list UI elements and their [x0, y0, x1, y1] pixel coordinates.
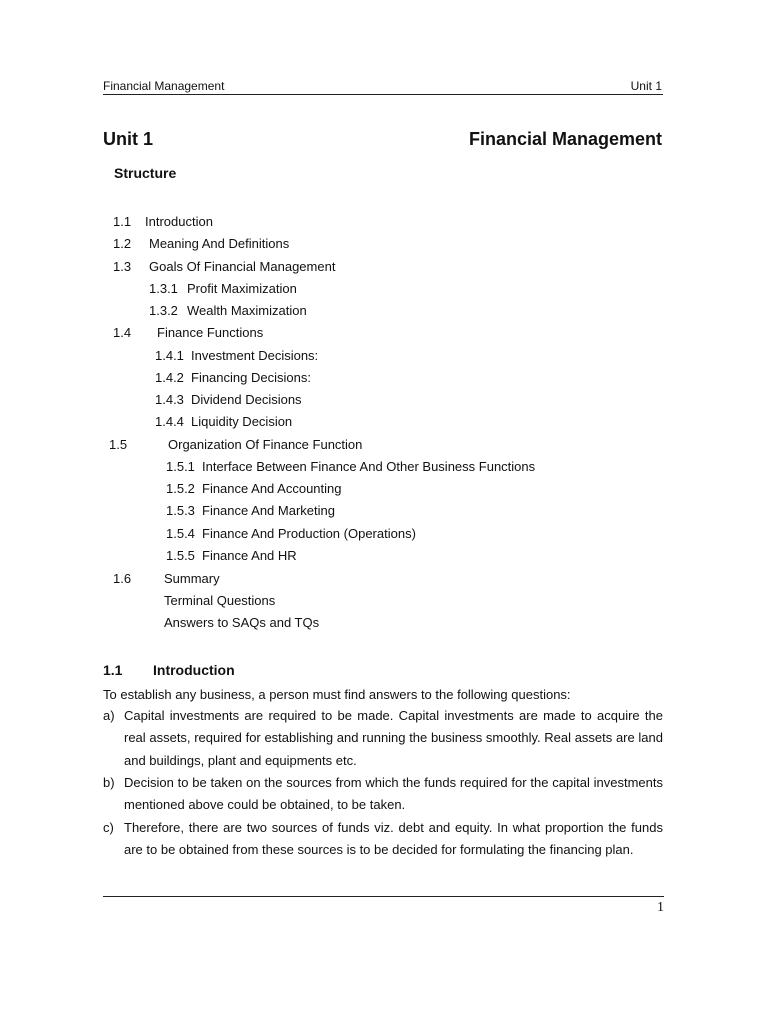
- unit-name: Financial Management: [468, 129, 662, 149]
- list-marker: c): [103, 820, 114, 835]
- toc-number: 1.4.3: [155, 392, 184, 407]
- toc-text: Finance And HR: [202, 548, 297, 563]
- intro-paragraph: To establish any business, a person must find answers to the following questions:: [103, 687, 571, 702]
- toc-text: Profit Maximization: [187, 281, 297, 296]
- toc-text: Finance And Marketing: [202, 503, 335, 518]
- toc-number: 1.3.2: [149, 303, 178, 318]
- toc-number: 1.5.4: [166, 526, 195, 541]
- toc-text: Goals Of Financial Management: [149, 259, 336, 274]
- toc-number: 1.4.2: [155, 370, 184, 385]
- page-number: 1: [657, 900, 664, 915]
- toc-number: 1.2: [113, 236, 132, 251]
- toc-text: Financing Decisions:: [191, 370, 311, 385]
- toc-text: Finance And Accounting: [202, 481, 342, 496]
- toc-number: 1.5: [109, 437, 128, 452]
- unit-number: Unit 1: [103, 129, 154, 149]
- toc-text: Summary: [164, 571, 220, 586]
- list-text: Capital investments are required to be made. Capital investments are made to acquire the real assets, required for establishing and running the business smoothly. Real assets are land and buildings, plant and equipments etc.: [124, 708, 663, 768]
- toc-text: Liquidity Decision: [191, 414, 293, 429]
- toc-text: Organization Of Finance Function: [168, 437, 363, 452]
- header-unit-label: Unit 1: [630, 79, 662, 93]
- toc-number: 1.3.1: [149, 281, 178, 296]
- toc-number: 1.3: [113, 259, 132, 274]
- toc-text: Meaning And Definitions: [149, 236, 290, 251]
- toc-text: Terminal Questions: [164, 593, 276, 608]
- toc-text: Answers to SAQs and TQs: [164, 615, 320, 630]
- section-number: 1.1: [103, 662, 123, 678]
- toc-number: 1.4.4: [155, 414, 184, 429]
- toc-text: Dividend Decisions: [191, 392, 302, 407]
- list-marker: a): [103, 708, 115, 723]
- structure-heading: Structure: [114, 165, 177, 181]
- toc-text: Introduction: [145, 214, 213, 229]
- toc-text: Finance Functions: [157, 325, 264, 340]
- toc-number: 1.1: [113, 214, 132, 229]
- toc-number: 1.5.3: [166, 503, 195, 518]
- section-title: Introduction: [153, 662, 235, 678]
- header-book-title: Financial Management: [103, 79, 225, 93]
- toc-number: 1.5.2: [166, 481, 195, 496]
- toc-number: 1.4.1: [155, 348, 184, 363]
- toc-text: Interface Between Finance And Other Business Functions: [202, 459, 536, 474]
- toc-text: Finance And Production (Operations): [202, 526, 416, 541]
- footer-rule: [103, 896, 664, 897]
- list-marker: b): [103, 775, 115, 790]
- toc-number: 1.6: [113, 571, 132, 586]
- list-text: Therefore, there are two sources of funds viz. debt and equity. In what proportion the funds are to be obtained from these sources is to be decided for formulating the financing plan.: [124, 820, 663, 858]
- toc-text: Wealth Maximization: [187, 303, 307, 318]
- toc-number: 1.4: [113, 325, 132, 340]
- list-text: Decision to be taken on the sources from which the funds required for the capital investments mentioned above could be obtained, to be taken.: [124, 775, 663, 813]
- toc-number: 1.5.1: [166, 459, 195, 474]
- toc-text: Investment Decisions:: [191, 348, 319, 363]
- toc-number: 1.5.5: [166, 548, 195, 563]
